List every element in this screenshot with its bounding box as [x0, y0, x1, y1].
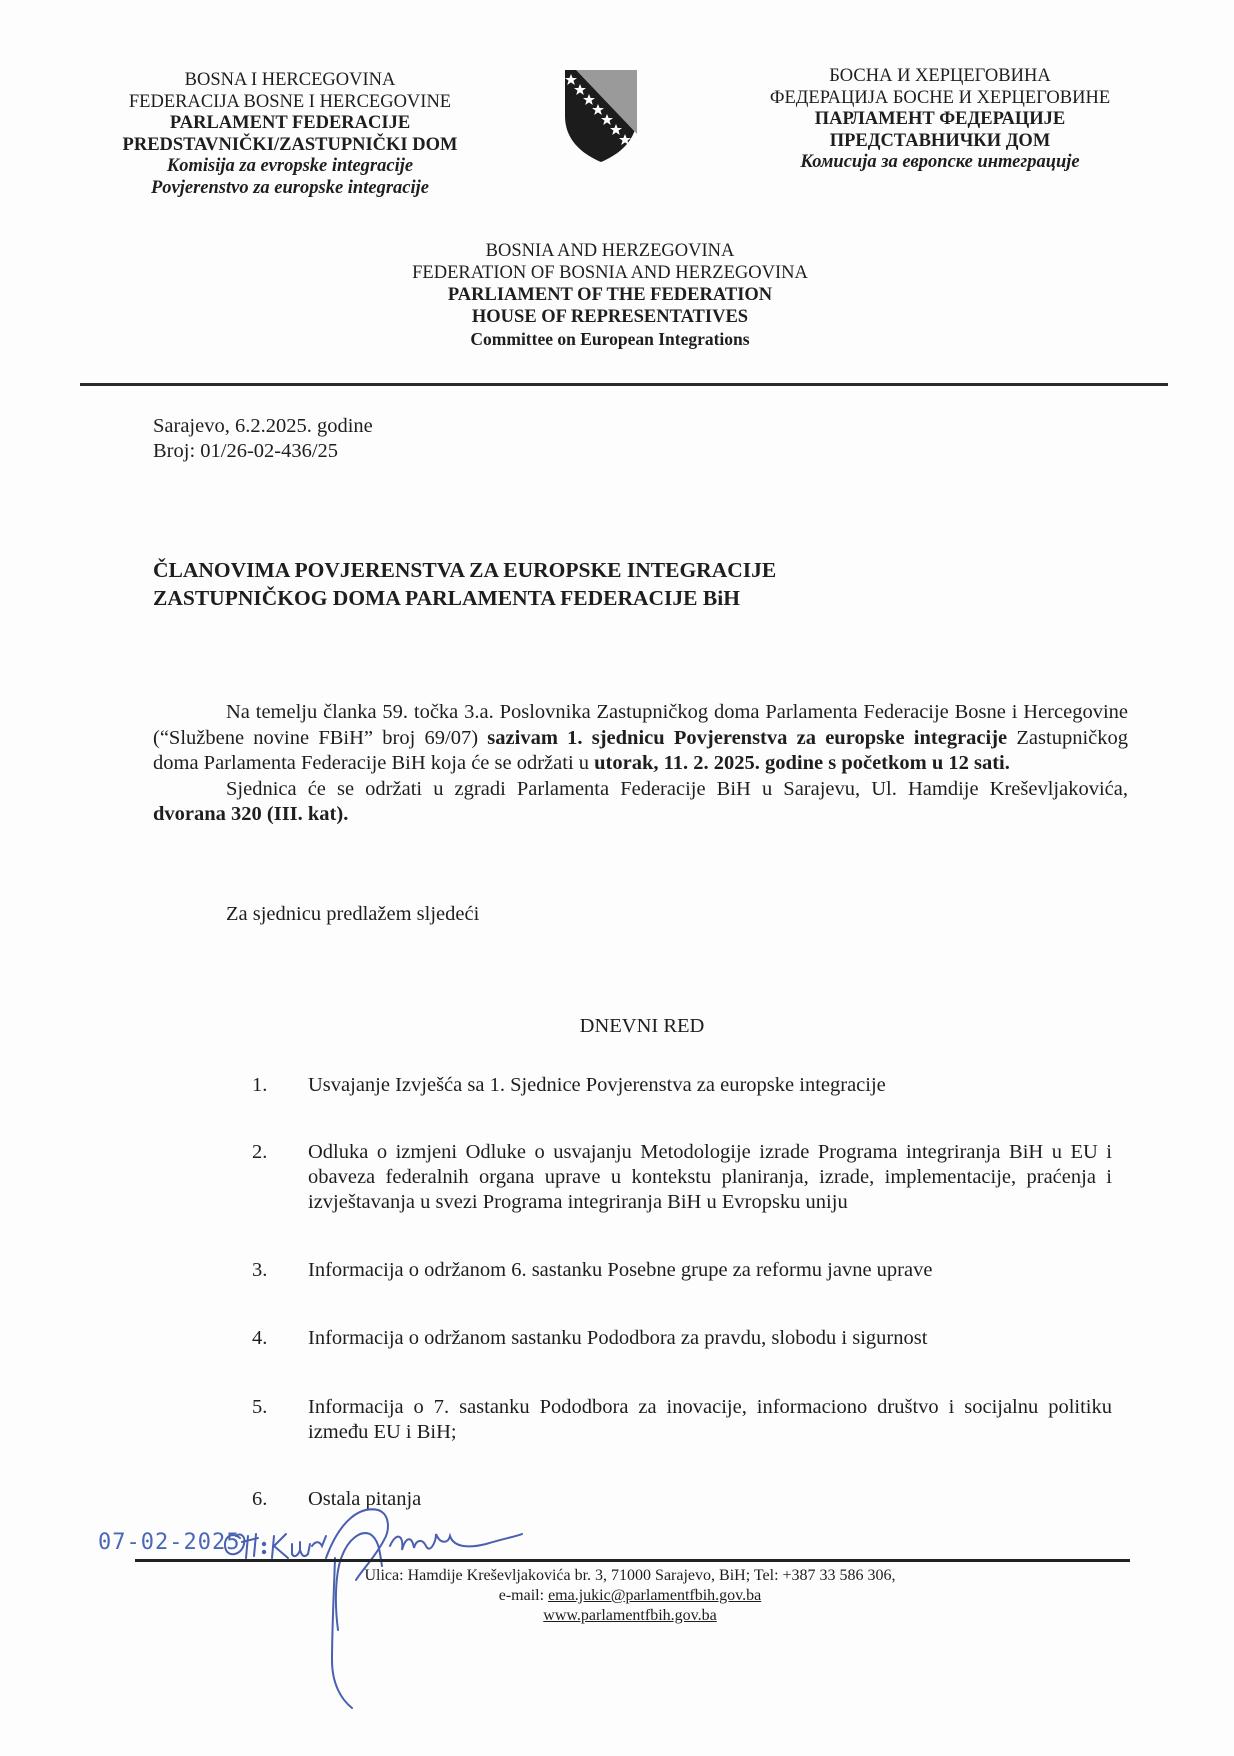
p2-text-a: Sjednica će se održati u zgradi Parlamenta Federacije BiH u Sarajevu, Ul. Hamdije Kreševljakovića, [226, 777, 1128, 800]
agenda-item-text: Ostala pitanja [308, 1488, 422, 1510]
addressee-line-2: ZASTUPNIČKOG DOMA PARLAMENTA FEDERACIJE BiH [153, 586, 740, 610]
header-en-committee: Committee on European Integrations [470, 329, 750, 349]
agenda-item [252, 1395, 1112, 1445]
agenda-item [252, 1326, 1112, 1351]
agenda-item-text: Informacija o 7. sastanku Pododbora za inovacije, informaciono društvo i socijalnu politiku između EU i BiH; [308, 1396, 1112, 1443]
header-en-federation: FEDERATION OF BOSNIA AND HERZEGOVINA [412, 263, 808, 283]
coat-of-arms-icon [562, 68, 640, 164]
p1-text-c: Zastupničkog doma Parlamenta Federacije BiH koja će se održati u [153, 726, 1128, 774]
footer-website-line [300, 1606, 960, 1626]
header-left-country: BOSNA I HERCEGOVINA [184, 70, 396, 90]
agenda-item-text: Informacija o održanom 6. sastanku Posebne grupe za reformu javne uprave [308, 1259, 933, 1281]
p2-text-bold-room: dvorana 320 (III. kat). [153, 803, 349, 825]
header-right-block [700, 66, 1180, 174]
p1-text-a: Na temelju članka 59. točka 3.a. Poslovnika Zastupničkog doma Parlamenta Federacije Bosne i Hercegovine (“Službene novine FBiH” broj 69/07) [153, 701, 1128, 749]
footer-email-line [300, 1586, 960, 1606]
footer-divider [135, 1559, 1130, 1562]
header-left-committee-1: Komisija za evropske integracije [166, 156, 414, 176]
addressee [153, 556, 776, 612]
p1-text-bold-convene: sazivam 1. sjednicu Povjerenstva za europske integracije [487, 726, 1008, 749]
agenda-title: DNEVNI RED [579, 1015, 705, 1037]
received-stamp-date: 07-02-2025 [98, 1530, 241, 1555]
footer-address: Ulica: Hamdije Kreševljakovića br. 3, 71000 Sarajevo, BiH; Tel: +387 33 586 306, [364, 1567, 896, 1584]
header-left-block [80, 70, 500, 199]
agenda-item-number: 1. [252, 1074, 268, 1096]
header-left-parliament: PARLAMENT FEDERACIJE [169, 113, 411, 133]
agenda-item [252, 1258, 1112, 1283]
footer-email-link[interactable]: ema.jukic@parlamentfbih.gov.ba [548, 1587, 762, 1604]
header-right-parliament: ПАРЛАМЕНТ ФЕДЕРАЦИЈЕ [814, 109, 1066, 129]
footer-website-link[interactable]: www.parlamentfbih.gov.ba [543, 1607, 717, 1624]
agenda-item-text: Informacija o održanom sastanku Pododbora za pravdu, slobodu i sigurnost [308, 1327, 928, 1349]
header-left-federation: FEDERACIJA BOSNE I HERCEGOVINE [128, 91, 452, 112]
addressee-line-1: ČLANOVIMA POVJERENSTVA ZA EUROPSKE INTEGRACIJE [153, 558, 777, 582]
header-en-country: BOSNIA AND HERZEGOVINA [485, 241, 735, 261]
agenda-item-number: 5. [252, 1396, 268, 1418]
letter-body [153, 700, 1128, 828]
agenda-item-number: 2. [252, 1141, 268, 1163]
header-en-parliament: PARLIAMENT OF THE FEDERATION [447, 285, 773, 305]
document-number: Broj: 01/26-02-436/25 [153, 440, 339, 462]
agenda-intro: Za sjednicu predlažem sljedeći [226, 903, 480, 925]
agenda-item [252, 1140, 1112, 1215]
place-date: Sarajevo, 6.2.2025. godine [153, 415, 373, 437]
header-right-country: БОСНА И ХЕРЦЕГОВИНА [829, 66, 1051, 86]
agenda-item-number: 6. [252, 1488, 268, 1510]
header-en-house: HOUSE OF REPRESENTATIVES [471, 307, 749, 327]
header-right-house: ПРЕДСТАВНИЧКИ ДОМ [829, 130, 1051, 151]
agenda-item [252, 1073, 1112, 1098]
agenda-item-text: Usvajanje Izvješća sa 1. Sjednice Povjerenstva za europske integracije [308, 1074, 886, 1096]
header-english-block [310, 240, 910, 350]
agenda-item-number: 4. [252, 1327, 268, 1349]
document-meta [153, 414, 373, 464]
header-divider [80, 383, 1168, 386]
header-left-house: PREDSTAVNIČKI/ZASTUPNIČKI DOM [122, 134, 458, 155]
footer-email-label: e-mail: [498, 1587, 549, 1604]
body-paragraph-1 [153, 700, 1128, 777]
agenda-item-number: 3. [252, 1259, 268, 1281]
header-left-committee-2: Povjerenstvo za europske integracije [151, 177, 429, 198]
p1-text-bold-date: utorak, 11. 2. 2025. godine s početkom u 12 sati. [594, 752, 1010, 774]
agenda-item-text: Odluka o izmjeni Odluke o usvajanju Metodologije izrade Programa integriranja BiH u EU i obaveza federalnih organa uprave u kontekstu planiranja, izrade, implementacije, praćenja i izvještavanja u svezi Programa integriranja BiH u Evropsku uniju [308, 1141, 1112, 1213]
body-paragraph-2 [153, 777, 1128, 828]
agenda-list [252, 1073, 1112, 1512]
footer [300, 1566, 960, 1626]
header-right-committee: Комисија за европске интеграције [800, 152, 1080, 172]
header-right-federation: ФЕДЕРАЦИЈА БОСНЕ И ХЕРЦЕГОВИНЕ [769, 87, 1111, 108]
